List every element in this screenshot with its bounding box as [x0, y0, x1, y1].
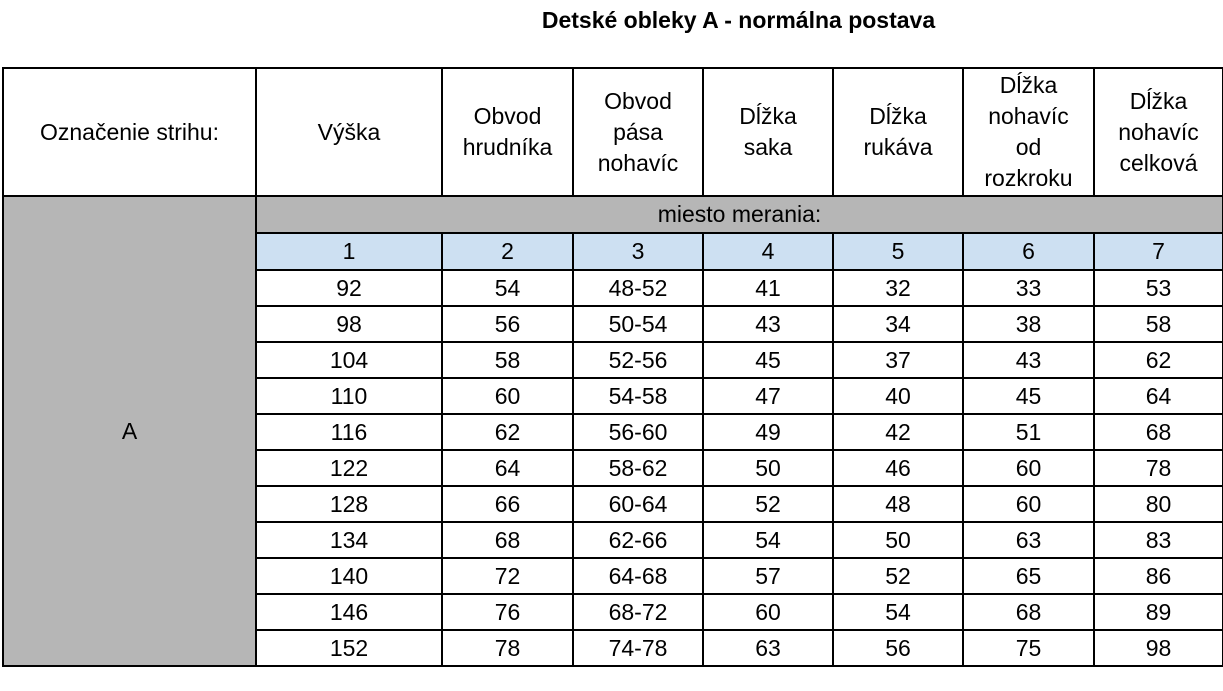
table-cell: 60	[963, 450, 1094, 486]
column-number: 3	[573, 233, 703, 270]
table-cell: 62	[442, 414, 573, 450]
table-cell: 146	[256, 594, 442, 630]
page-title: Detské obleky A - normálna postava	[541, 7, 936, 33]
table-cell: 54-58	[573, 378, 703, 414]
table-cell: 53	[1094, 270, 1223, 306]
table-cell: 52-56	[573, 342, 703, 378]
table-cell: 40	[833, 378, 963, 414]
table-cell: 74-78	[573, 630, 703, 666]
column-number: 6	[963, 233, 1094, 270]
table-cell: 42	[833, 414, 963, 450]
table-cell: 65	[963, 558, 1094, 594]
table-cell: 58-62	[573, 450, 703, 486]
table-cell: 92	[256, 270, 442, 306]
table-cell: 34	[833, 306, 963, 342]
table-cell: 52	[833, 558, 963, 594]
table-cell: 50	[703, 450, 833, 486]
header-label: Obvod hrudníka	[462, 103, 553, 160]
table-cell: 98	[1094, 630, 1223, 666]
table-cell: 56	[833, 630, 963, 666]
table-cell: 50	[833, 522, 963, 558]
table-cell: 104	[256, 342, 442, 378]
measure-label-row	[3, 196, 1223, 233]
table-cell: 64	[442, 450, 573, 486]
header-label: Dĺžka nohavíc celková	[1118, 87, 1199, 176]
table-cell: 45	[703, 342, 833, 378]
table-cell: 128	[256, 486, 442, 522]
measure-label: miesto merania:	[256, 196, 1223, 233]
table-cell: 68	[963, 594, 1094, 630]
header-label: Výška	[317, 118, 381, 145]
table-cell: 140	[256, 558, 442, 594]
table-cell: 54	[703, 522, 833, 558]
header-label: Dĺžka rukáva	[863, 103, 933, 160]
table-cell: 152	[256, 630, 442, 666]
table-cell: 75	[963, 630, 1094, 666]
table-cell: 43	[703, 306, 833, 342]
table-cell: 52	[703, 486, 833, 522]
table-cell: 76	[442, 594, 573, 630]
table-cell: 68	[442, 522, 573, 558]
table-cell: 49	[703, 414, 833, 450]
header-cell	[442, 68, 573, 196]
table-cell: 64	[1094, 378, 1223, 414]
table-cell: 54	[833, 594, 963, 630]
table-cell: 46	[833, 450, 963, 486]
header-row	[3, 68, 1223, 196]
table-cell: 86	[1094, 558, 1223, 594]
table-cell: 116	[256, 414, 442, 450]
header-label: Obvod pása nohavíc	[597, 87, 679, 176]
table-cell: 41	[703, 270, 833, 306]
column-number: 4	[703, 233, 833, 270]
table-cell: 66	[442, 486, 573, 522]
table-cell: 89	[1094, 594, 1223, 630]
table-cell: 63	[703, 630, 833, 666]
header-cell	[256, 68, 442, 196]
table-cell: 60-64	[573, 486, 703, 522]
table-cell: 56-60	[573, 414, 703, 450]
table-cell: 134	[256, 522, 442, 558]
table-cell: 50-54	[573, 306, 703, 342]
column-number: 1	[256, 233, 442, 270]
table-cell: 62-66	[573, 522, 703, 558]
table-cell: 47	[703, 378, 833, 414]
table-cell: 32	[833, 270, 963, 306]
table-cell: 56	[442, 306, 573, 342]
header-cell	[703, 68, 833, 196]
table-cell: 60	[442, 378, 573, 414]
header-cell	[1094, 68, 1223, 196]
table-cell: 68-72	[573, 594, 703, 630]
column-number: 7	[1094, 233, 1223, 270]
table-cell: 51	[963, 414, 1094, 450]
table-cell: 63	[963, 522, 1094, 558]
table-cell: 122	[256, 450, 442, 486]
table-cell: 45	[963, 378, 1094, 414]
table-cell: 60	[703, 594, 833, 630]
table-cell: 48-52	[573, 270, 703, 306]
header-cell	[963, 68, 1094, 196]
table-cell: 58	[1094, 306, 1223, 342]
header-cut-label: Označenie strihu:	[3, 68, 256, 196]
header-label: Dĺžka nohavíc od rozkroku	[984, 72, 1073, 191]
table-cell: 78	[1094, 450, 1223, 486]
table-cell: 62	[1094, 342, 1223, 378]
cut-letter: A	[3, 196, 256, 666]
table-cell: 83	[1094, 522, 1223, 558]
table-cell: 98	[256, 306, 442, 342]
header-cell	[573, 68, 703, 196]
table-cell: 57	[703, 558, 833, 594]
column-number: 2	[442, 233, 573, 270]
header-cell	[833, 68, 963, 196]
table-cell: 64-68	[573, 558, 703, 594]
table-cell: 54	[442, 270, 573, 306]
table-cell: 33	[963, 270, 1094, 306]
table-cell: 72	[442, 558, 573, 594]
table-cell: 38	[963, 306, 1094, 342]
table-cell: 43	[963, 342, 1094, 378]
table-cell: 78	[442, 630, 573, 666]
table-cell: 48	[833, 486, 963, 522]
table-cell: 58	[442, 342, 573, 378]
header-label: Dĺžka saka	[739, 103, 797, 160]
table-cell: 110	[256, 378, 442, 414]
table-cell: 37	[833, 342, 963, 378]
size-table	[2, 67, 1223, 667]
table-cell: 60	[963, 486, 1094, 522]
table-cell: 68	[1094, 414, 1223, 450]
table-cell: 80	[1094, 486, 1223, 522]
column-number: 5	[833, 233, 963, 270]
